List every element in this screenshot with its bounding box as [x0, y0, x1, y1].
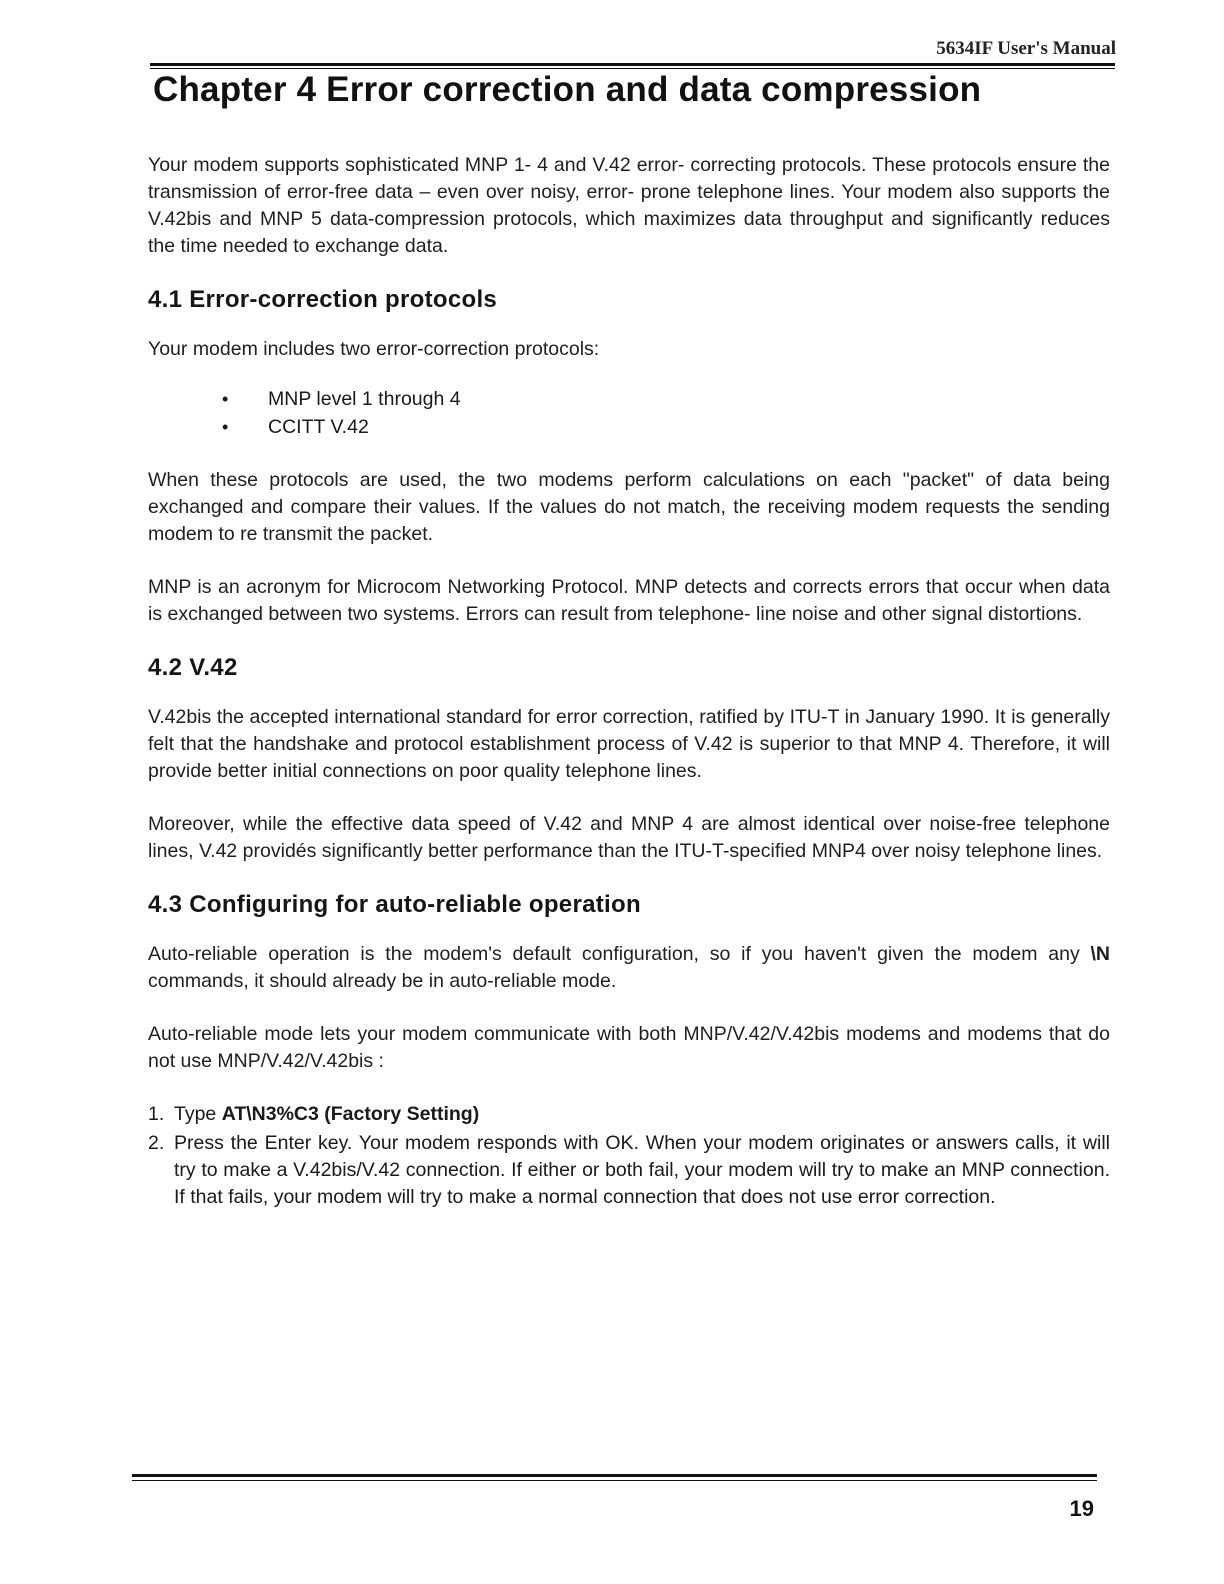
v42-performance-paragraph: Moreover, while the effective data speed of V.42 and MNP 4 are almost identical over noise-free telephone lines, V.42 providés significantly better performance than the ITU-T-specified MNP4 over noisy telephone lines. [148, 813, 1110, 862]
footer-rule-thin [132, 1480, 1097, 1481]
auto-reliable-paragraph: Auto-reliable operation is the modem's default configuration, so if you haven't given the modem any \N commands, it should already be in auto-reliable mode. [148, 943, 1110, 992]
auto-reliable-mode-paragraph: Auto-reliable mode lets your modem communicate with both MNP/V.42/V.42bis modems and modems that do not use MNP/V.42/V.42bis : [148, 1023, 1110, 1072]
chapter-title: Chapter 4 Error correction and data compression [153, 70, 982, 109]
mnp-paragraph: MNP is an acronym for Microcom Networking Protocol. MNP detects and corrects errors that occur when data is exchanged between two systems. Errors can result from telephone- line noise and other signal distortions. [148, 576, 1110, 625]
section-heading-4-2: 4.2 V.42 [148, 654, 238, 681]
section-4-1-intro: Your modem includes two error-correction protocols: [148, 338, 600, 360]
footer-rule [132, 1474, 1097, 1477]
list-item: 2. Press the Enter key. Your modem responds with OK. When your modem originates or answers calls, it will try to make a V.42bis/V.42 connection. If either or both fail, your modem will try to make an MNP connection. If that fails, your modem will try to make a normal connection that does not use error correction. [148, 1132, 1110, 1208]
bullet-icon: • [222, 417, 229, 437]
header-rule [150, 63, 1115, 66]
bullet-icon: • [222, 389, 229, 409]
header-rule-thin [150, 68, 1115, 69]
page-body [148, 152, 1110, 1213]
command-text: AT\N3%C3 (Factory Setting) [221, 1103, 480, 1125]
page-number: 19 [1069, 1496, 1094, 1521]
packet-paragraph: When these protocols are used, the two modems perform calculations on each "packet" of data being exchanged and compare their values. If the values do not match, the receiving modem requests the sending modem to re transmit the packet. [148, 469, 1110, 545]
setup-steps [148, 1101, 1110, 1211]
section-heading-4-3: 4.3 Configuring for auto-reliable operation [148, 891, 641, 918]
step-number: 1. [148, 1103, 165, 1125]
manual-title: 5634IF User's Manual [936, 38, 1116, 59]
command-text: \N [1090, 943, 1110, 965]
list-item: 1. Type AT\N3%C3 (Factory Setting) [148, 1101, 1110, 1128]
list-item: • CCITT V.42 [148, 413, 1110, 441]
intro-paragraph: Your modem supports sophisticated MNP 1- 4 and V.42 error- correcting protocols. These protocols ensure the transmission of error-free data – even over noisy, error- prone telephone lines. Your modem also supports the V.42bis and MNP 5 data-compression protocols, which maximizes data throughput and significantly reduces the time needed to exchange data. [148, 154, 1110, 257]
step-number: 2. [148, 1132, 165, 1154]
v42-paragraph: V.42bis the accepted international standard for error correction, ratified by ITU-T in January 1990. It is generally felt that the handshake and protocol establishment process of V.42 is superior to that MNP 4. Therefore, it will provide better initial connections on poor quality telephone lines. [148, 706, 1110, 782]
protocol-list [148, 385, 1110, 441]
list-item: • MNP level 1 through 4 [148, 385, 1110, 413]
section-heading-4-1: 4.1 Error-correction protocols [148, 286, 498, 313]
